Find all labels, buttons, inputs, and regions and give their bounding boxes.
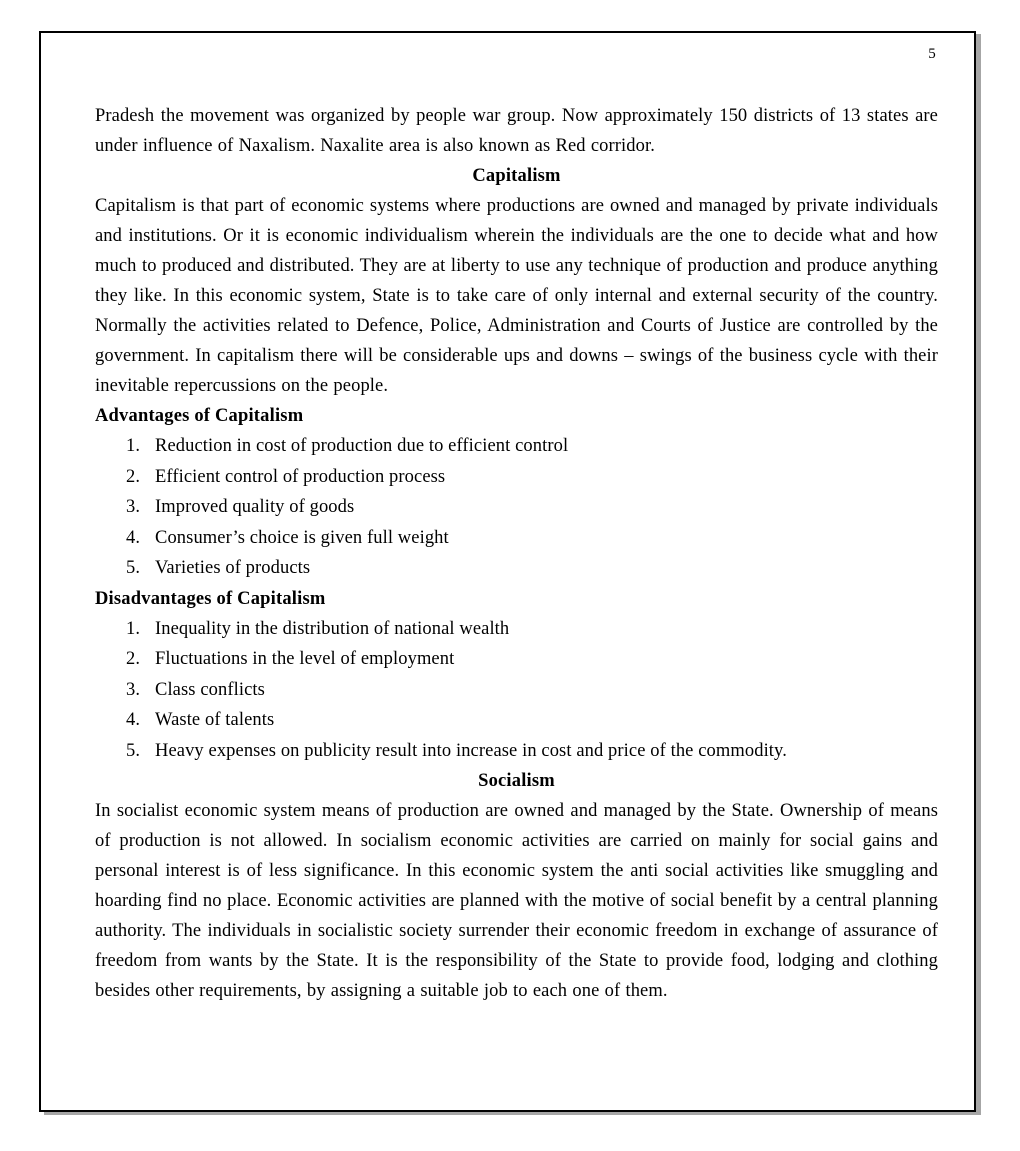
list-marker: 2.: [126, 649, 141, 669]
subheading-advantages-of-capitalism: Advantages of Capitalism: [95, 406, 304, 426]
subheading-disadvantages-of-capitalism: Disadvantages of Capitalism: [95, 588, 326, 609]
list-marker: 1.: [126, 436, 141, 456]
list-item-text: Fluctuations in the level of employment: [155, 649, 455, 669]
list-item-text: Consumer’s choice is given full weight: [155, 527, 449, 548]
list-marker: 1.: [126, 618, 141, 639]
list-item-text: Efficient control of production process: [155, 466, 446, 487]
page-content-area: [95, 45, 938, 1095]
list-item-text: Improved quality of goods: [155, 497, 355, 517]
list-item-text: Inequality in the distribution of national wealth: [155, 618, 510, 639]
section-heading-capitalism: Capitalism: [472, 166, 561, 186]
list-marker: 3.: [126, 497, 141, 517]
section-body-capitalism: Capitalism is that part of economic systems where productions are owned and managed by private individuals and institutions. Or it is economic individualism wherein the individuals are the one to decide what and how much to produced and distributed. They are at liberty to use any technique of production and produce anything they like. In this economic system, State is to take care of only internal and external security of the country. Normally the activities related to Defence, Police, Administration and Courts of Justice are controlled by the government. In capitalism there will be considerable ups and downs – swings of the business cycle with their inevitable repercussions on the people.: [95, 196, 938, 396]
list-marker: 4.: [126, 710, 141, 730]
list-item: [95, 736, 938, 767]
list-item-text: Reduction in cost of production due to efficient control: [155, 436, 569, 456]
list-marker: 4.: [126, 527, 141, 548]
intro-paragraph: Pradesh the movement was organized by people war group. Now approximately 150 districts of 13 states are under influence of Naxalism. Naxalite area is also known as Red corridor.: [95, 106, 938, 156]
list-item: [95, 431, 938, 462]
list-marker: 2.: [126, 466, 141, 487]
disadvantages-list: [95, 614, 938, 767]
list-item-text: Heavy expenses on publicity result into increase in cost and price of the commodity.: [155, 740, 787, 761]
section-heading-socialism: Socialism: [478, 771, 555, 791]
list-item-text: Class conflicts: [155, 679, 265, 700]
page-number: 5: [928, 46, 936, 62]
list-item-text: Waste of talents: [155, 710, 275, 730]
list-item: [95, 705, 938, 736]
list-marker: 5.: [126, 740, 141, 761]
list-item: [95, 553, 938, 584]
list-item: [95, 675, 938, 706]
advantages-list: [95, 431, 938, 584]
list-item: [95, 492, 938, 523]
list-item: [95, 523, 938, 554]
list-marker: 3.: [126, 679, 141, 700]
section-body-socialism: In socialist economic system means of production are owned and managed by the State. Ownership of means of production is not allowed. In socialism economic activities are carried on mainly for social gains and personal interest is of less significance. In this economic system the anti social activities like smuggling and hoarding find no place. Economic activities are planned with the motive of social benefit by a central planning authority. The individuals in socialistic society surrender their economic freedom in exchange of assurance of freedom from wants by the State. It is the responsibility of the State to provide food, lodging and clothing besides other requirements, by assigning a suitable job to each one of them.: [95, 801, 938, 1001]
list-item: [95, 462, 938, 493]
page-border-frame: [39, 31, 976, 1112]
list-item: [95, 644, 938, 675]
list-item: [95, 614, 938, 645]
list-marker: 5.: [126, 558, 141, 578]
list-item-text: Varieties of products: [155, 558, 311, 578]
